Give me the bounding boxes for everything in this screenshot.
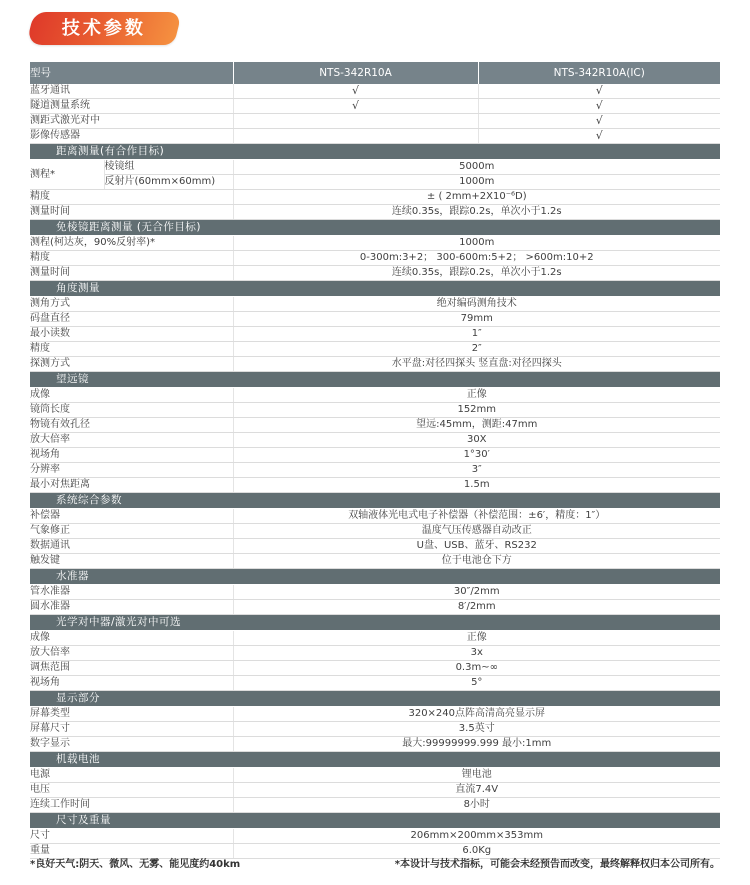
spec-row (30, 676, 720, 691)
spec-table-header (30, 62, 720, 84)
spec-label: 测量时间 (30, 205, 233, 220)
footnotes (30, 855, 720, 870)
spec-row (30, 266, 720, 281)
spec-value: 最大:99999999.999 最小:1mm (233, 737, 720, 752)
spec-value: 1000m (233, 175, 720, 190)
spec-label: 镜筒长度 (30, 403, 233, 418)
spec-row (30, 342, 720, 357)
spec-value: 3″ (233, 463, 720, 478)
spec-label: 测角方式 (30, 297, 233, 312)
section-title: 机载电池 (30, 752, 720, 768)
spec-row (30, 829, 720, 844)
spec-row (30, 327, 720, 342)
section-title: 尺寸及重量 (30, 813, 720, 829)
spec-sublabel: 反射片(60mm×60mm) (104, 175, 233, 190)
spec-value: 位于电池仓下方 (233, 554, 720, 569)
spec-row (30, 478, 720, 493)
spec-row (30, 388, 720, 403)
footnote-disclaimer: *本设计与技术指标，可能会未经预告而改变，最终解释权归本公司所有。 (394, 859, 720, 870)
spec-label: 视场角 (30, 676, 233, 691)
spec-value: 1°30′ (233, 448, 720, 463)
spec-label: 探测方式 (30, 357, 233, 372)
spec-value: 温度气压传感器自动改正 (233, 524, 720, 539)
header-model-label: 型号 (30, 62, 233, 84)
spec-value: 双轴液体光电式电子补偿器（补偿范围：±6′，精度：1″） (233, 509, 720, 524)
section-row (30, 281, 720, 297)
header-model-b: NTS-342R10A(IC) (478, 62, 720, 84)
spec-row (30, 722, 720, 737)
spec-row (30, 783, 720, 798)
spec-row (30, 160, 720, 175)
spec-label: 视场角 (30, 448, 233, 463)
spec-value: 1″ (233, 327, 720, 342)
spec-value: 1.5m (233, 478, 720, 493)
spec-row (30, 798, 720, 813)
spec-value: 2″ (233, 342, 720, 357)
spec-row (30, 190, 720, 205)
spec-row (30, 433, 720, 448)
spec-row (30, 539, 720, 554)
spec-value: 正像 (233, 388, 720, 403)
section-row (30, 569, 720, 585)
check-cell-model-b: √ (478, 129, 720, 144)
spec-label: 测程(柯达灰，90%反射率)* (30, 236, 233, 251)
spec-label: 码盘直径 (30, 312, 233, 327)
spec-label: 电压 (30, 783, 233, 798)
spec-value: 320×240点阵高清高亮显示屏 (233, 707, 720, 722)
spec-value: 1000m (233, 236, 720, 251)
spec-label: 精度 (30, 251, 233, 266)
spec-value: 正像 (233, 631, 720, 646)
spec-label: 成像 (30, 388, 233, 403)
spec-row (30, 236, 720, 251)
spec-value: 5° (233, 676, 720, 691)
spec-value: 连续0.35s，跟踪0.2s，单次小于1.2s (233, 205, 720, 220)
spec-value: 0.3m~∞ (233, 661, 720, 676)
spec-label: 成像 (30, 631, 233, 646)
check-cell-model-b: √ (478, 84, 720, 99)
spec-row (30, 585, 720, 600)
spec-label: 屏幕类型 (30, 707, 233, 722)
spec-value: 5000m (233, 160, 720, 175)
spec-label: 精度 (30, 342, 233, 357)
spec-value: 锂电池 (233, 768, 720, 783)
section-row (30, 220, 720, 236)
section-row (30, 372, 720, 388)
tech-params-badge-label: 技术参数 (62, 17, 146, 39)
check-cell-model-b: √ (478, 114, 720, 129)
spec-value: ± ( 2mm+2X10⁻⁶D) (233, 190, 720, 205)
spec-label: 精度 (30, 190, 233, 205)
spec-value: 直流7.4V (233, 783, 720, 798)
spec-label: 触发键 (30, 554, 233, 569)
spec-value: 绝对编码测角技术 (233, 297, 720, 312)
spec-value: 8′/2mm (233, 600, 720, 615)
spec-label: 补偿器 (30, 509, 233, 524)
feature-row (30, 99, 720, 114)
spec-row (30, 251, 720, 266)
feature-row (30, 84, 720, 99)
spec-value: 79mm (233, 312, 720, 327)
spec-label: 影像传感器 (30, 129, 233, 144)
spec-label: 重量 (30, 844, 233, 859)
spec-sublabel: 棱镜组 (104, 160, 233, 175)
spec-row (30, 737, 720, 752)
footnote-weather: *良好天气:阴天、微风、无雾、能见度约40km (30, 859, 241, 870)
section-title: 距离测量(有合作目标) (30, 144, 720, 160)
spec-row (30, 312, 720, 327)
feature-row (30, 129, 720, 144)
tech-params-badge (26, 12, 182, 45)
spec-row (30, 631, 720, 646)
spec-label: 放大倍率 (30, 646, 233, 661)
spec-label: 蓝牙通讯 (30, 84, 233, 99)
check-cell-model-a (233, 129, 478, 144)
spec-row (30, 661, 720, 676)
spec-row (30, 403, 720, 418)
section-row (30, 144, 720, 160)
section-row (30, 615, 720, 631)
spec-row (30, 646, 720, 661)
spec-row (30, 357, 720, 372)
spec-value: 8小时 (233, 798, 720, 813)
spec-row (30, 418, 720, 433)
spec-label: 气象修正 (30, 524, 233, 539)
spec-value: 0-300m:3+2； 300-600m:5+2； >600m:10+2 (233, 251, 720, 266)
spec-label: 测程* (30, 160, 104, 190)
spec-label: 放大倍率 (30, 433, 233, 448)
spec-label: 测距式激光对中 (30, 114, 233, 129)
spec-row (30, 554, 720, 569)
spec-label: 调焦范围 (30, 661, 233, 676)
spec-label: 数据通讯 (30, 539, 233, 554)
spec-label: 连续工作时间 (30, 798, 233, 813)
spec-value: 3x (233, 646, 720, 661)
section-row (30, 493, 720, 509)
section-title: 系统综合参数 (30, 493, 720, 509)
spec-value: 152mm (233, 403, 720, 418)
spec-label: 测量时间 (30, 266, 233, 281)
spec-row (30, 205, 720, 220)
section-title: 望远镜 (30, 372, 720, 388)
check-cell-model-a: √ (233, 84, 478, 99)
spec-row (30, 297, 720, 312)
spec-label: 数字显示 (30, 737, 233, 752)
spec-label: 最小读数 (30, 327, 233, 342)
spec-row (30, 463, 720, 478)
spec-label: 最小对焦距离 (30, 478, 233, 493)
spec-row (30, 175, 720, 190)
spec-label: 物镜有效孔径 (30, 418, 233, 433)
section-title: 角度测量 (30, 281, 720, 297)
spec-row (30, 448, 720, 463)
spec-label: 隧道测量系统 (30, 99, 233, 114)
header-row (30, 62, 720, 84)
section-row (30, 752, 720, 768)
spec-value: 6.0Kg (233, 844, 720, 859)
spec-row (30, 768, 720, 783)
spec-label: 管水准器 (30, 585, 233, 600)
spec-label: 分辨率 (30, 463, 233, 478)
spec-value: U盘、USB、蓝牙、RS232 (233, 539, 720, 554)
section-title: 显示部分 (30, 691, 720, 707)
check-cell-model-a: √ (233, 99, 478, 114)
spec-label: 尺寸 (30, 829, 233, 844)
spec-row (30, 600, 720, 615)
header-model-a: NTS-342R10A (233, 62, 478, 84)
spec-value: 望远:45mm，测距:47mm (233, 418, 720, 433)
spec-value: 3.5英寸 (233, 722, 720, 737)
check-cell-model-b: √ (478, 99, 720, 114)
section-row (30, 691, 720, 707)
spec-value: 水平盘:对径四探头 竖直盘:对径四探头 (233, 357, 720, 372)
section-title: 水准器 (30, 569, 720, 585)
section-row (30, 813, 720, 829)
section-title: 光学对中器/激光对中可选 (30, 615, 720, 631)
spec-label: 电源 (30, 768, 233, 783)
spec-row (30, 707, 720, 722)
spec-value: 30″/2mm (233, 585, 720, 600)
spec-row (30, 524, 720, 539)
spec-label: 圆水准器 (30, 600, 233, 615)
check-cell-model-a (233, 114, 478, 129)
spec-row (30, 509, 720, 524)
spec-table-body (30, 84, 720, 859)
spec-value: 206mm×200mm×353mm (233, 829, 720, 844)
feature-row (30, 114, 720, 129)
spec-label: 屏幕尺寸 (30, 722, 233, 737)
spec-table (30, 62, 720, 859)
spec-value: 30X (233, 433, 720, 448)
section-title: 免棱镜距离测量 (无合作目标) (30, 220, 720, 236)
spec-value: 连续0.35s，跟踪0.2s，单次小于1.2s (233, 266, 720, 281)
